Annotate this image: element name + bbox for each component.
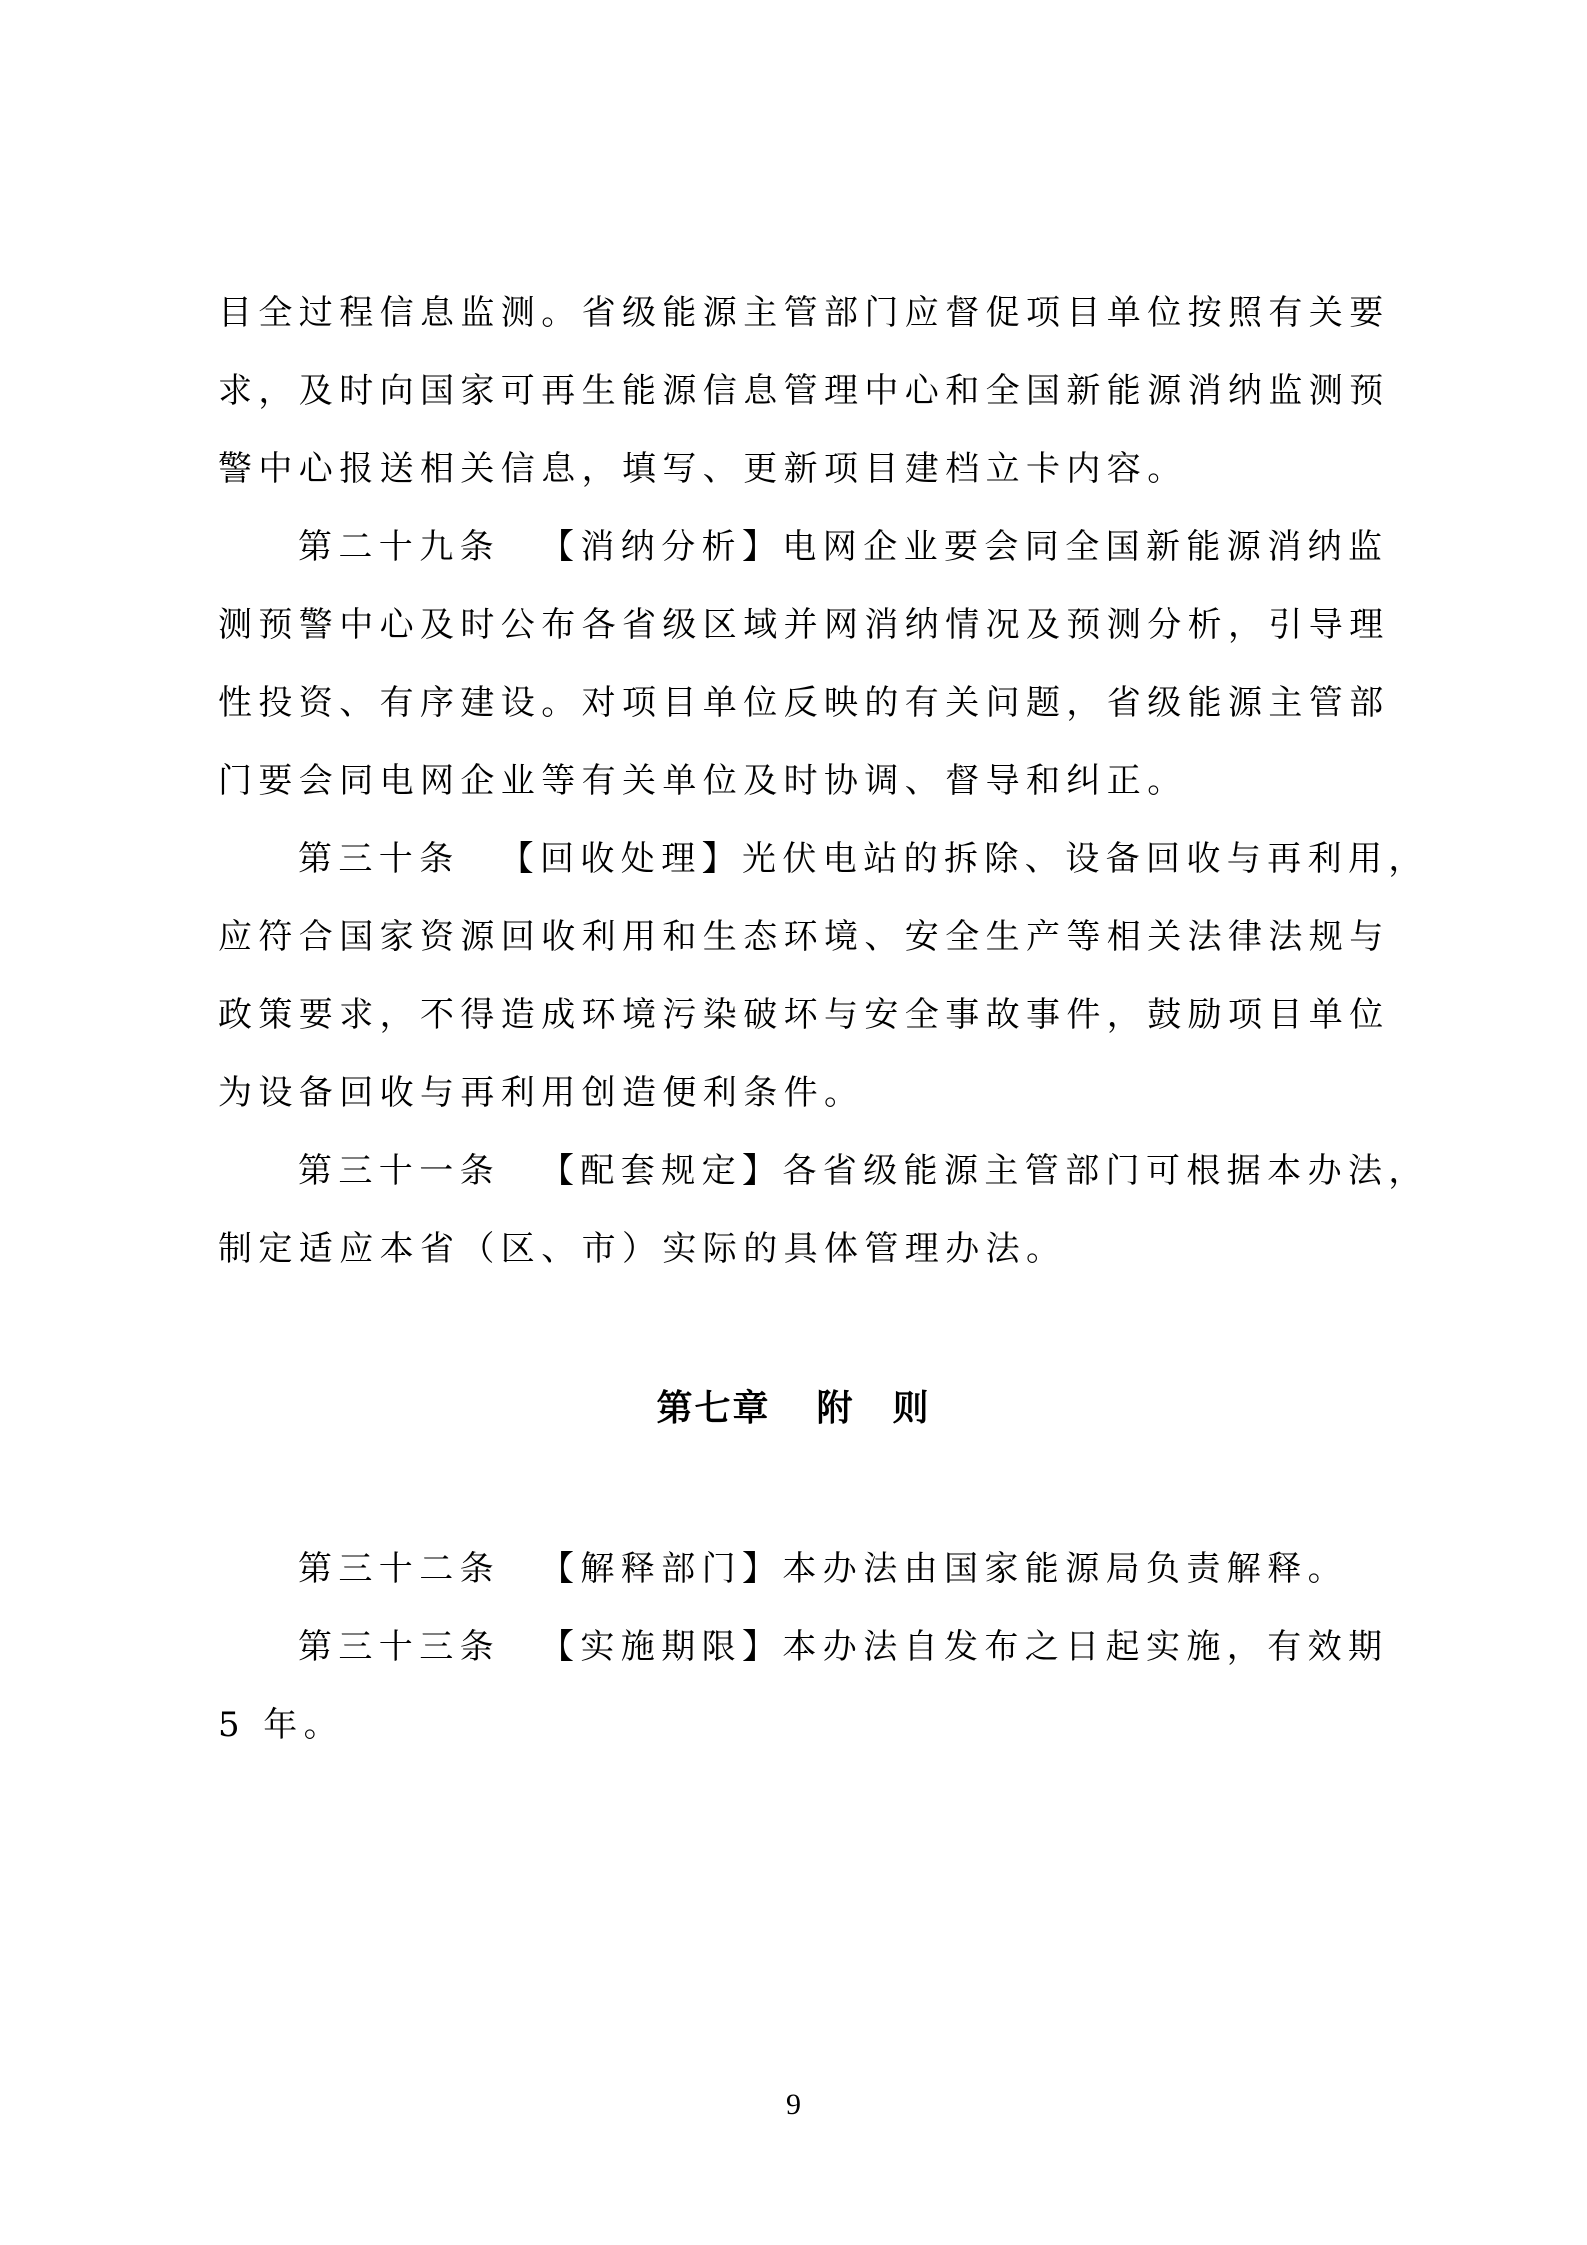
article-33 [218, 1608, 1389, 1764]
text-line: 性投资、有序建设。对项目单位反映的有关问题，省级能源主管部 [218, 683, 1390, 723]
text-line: 【回收处理】光伏电站的拆除、设备回收与再利用， [499, 839, 1429, 879]
text-line: 【消纳分析】电网企业要会同全国新能源消纳监 [540, 527, 1389, 567]
article-32 [218, 1530, 1368, 1608]
text-line: 【实施期限】本办法自发布之日起实施，有效期 [540, 1627, 1389, 1667]
article-31 [218, 1132, 1429, 1288]
article-number: 第三十三条 [298, 1627, 500, 1667]
text-line: 警中心报送相关信息，填写、更新项目建档立卡内容。 [218, 449, 1188, 489]
article-first-line [218, 1132, 1429, 1210]
article-number: 第三十二条 [298, 1549, 500, 1589]
text-line: 目全过程信息监测。省级能源主管部门应督促项目单位按照有关要 [218, 293, 1390, 333]
article-30 [218, 820, 1429, 1132]
text-line: 制定适应本省（区、市）实际的具体管理办法。 [218, 1229, 1067, 1269]
page-number: 9 [786, 2088, 801, 2121]
chapter-number: 第七章 [656, 1388, 771, 1429]
article-number: 第二十九条 [298, 527, 500, 567]
text-line: 【配套规定】各省级能源主管部门可根据本办法， [540, 1151, 1429, 1191]
text-line: 测预警中心及时公布各省级区域并网消纳情况及预测分析，引导理 [218, 605, 1390, 645]
chapter-heading [0, 1380, 1587, 1431]
article-29 [218, 508, 1390, 820]
paragraph-continued [218, 274, 1390, 508]
article-number: 第三十条 [298, 839, 460, 879]
article-first-line [218, 508, 1389, 586]
text-line: 为设备回收与再利用创造便利条件。 [218, 1073, 865, 1113]
article-first-line [218, 1530, 1368, 1608]
text-line: 求，及时向国家可再生能源信息管理中心和全国新能源消纳监测预 [218, 371, 1390, 411]
chapter-title-text: 附 则 [816, 1388, 931, 1429]
text-line: 【解释部门】本办法由国家能源局负责解释。 [540, 1549, 1348, 1589]
text-line: 5 年。 [218, 1705, 345, 1745]
article-first-line [218, 1608, 1389, 1686]
text-line: 政策要求，不得造成环境污染破坏与安全事故事件，鼓励项目单位 [218, 995, 1390, 1035]
text-line: 门要会同电网企业等有关单位及时协调、督导和纠正。 [218, 761, 1188, 801]
text-line: 应符合国家资源回收利用和生态环境、安全生产等相关法律法规与 [218, 917, 1390, 957]
article-first-line [218, 820, 1429, 898]
article-number: 第三十一条 [298, 1151, 500, 1191]
